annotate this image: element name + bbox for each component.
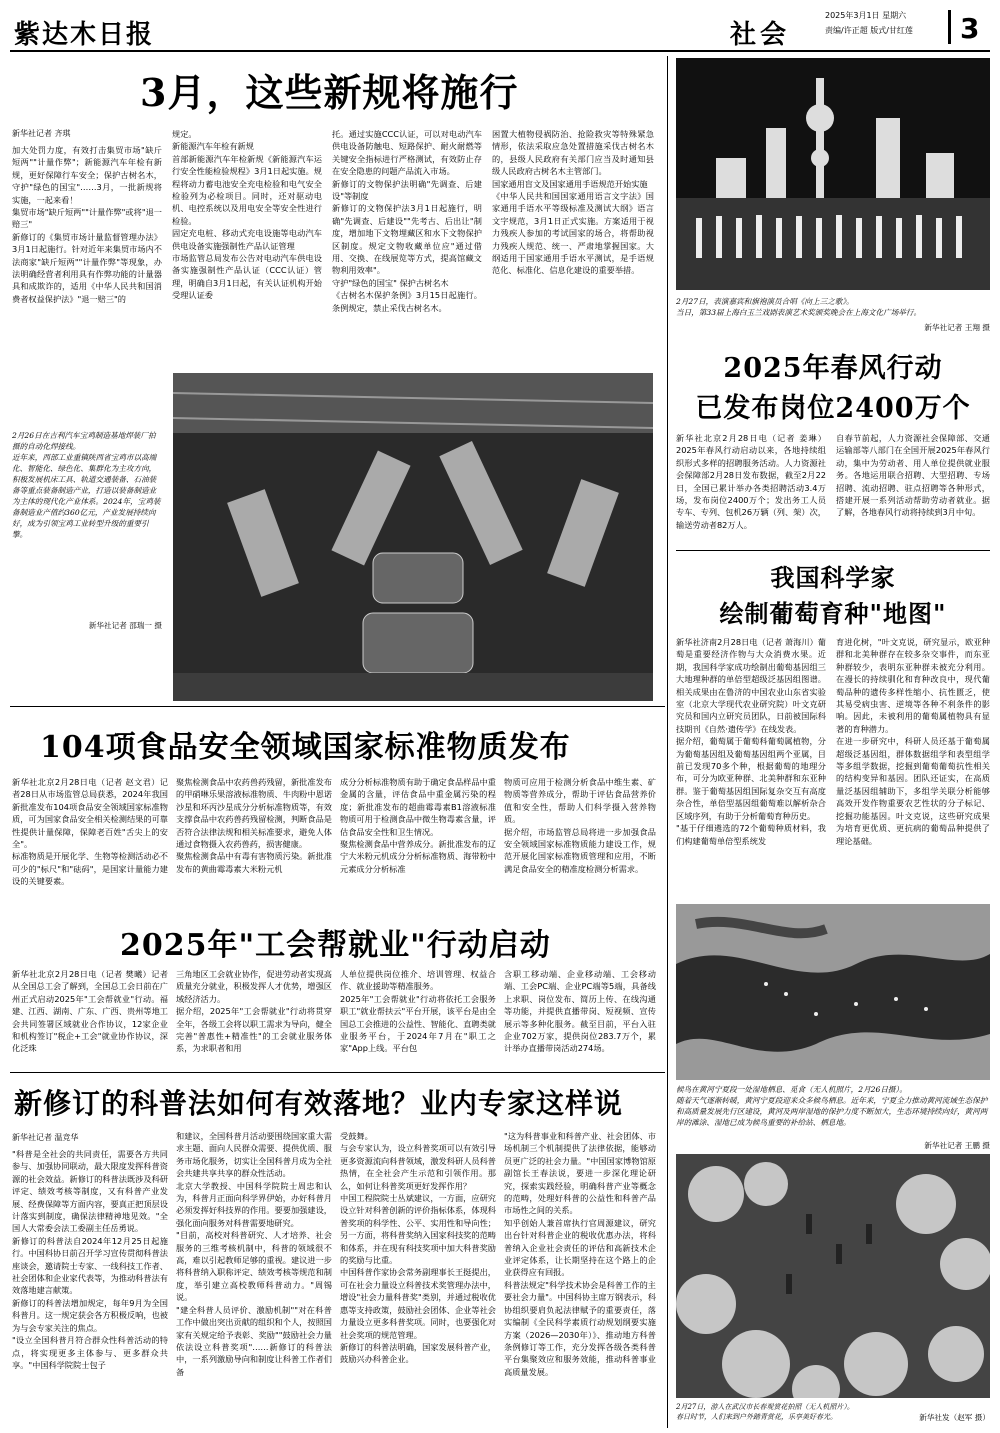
science-col-4: "这为科普事业和科普产业、社会团体、市场机制三个机制提供了法律依据，能够动员更广泛的社会力量。"中国国家博物馆原副馆长王春法说，要进一步深化理论研究，探索实践经验，明确科普产业等概念的范畴，处理好科普的公益性和科普产品市场性之间的关系。 知乎创始人兼首席执行官周源建议，研究出台针对科普企业的税收优惠办法，将科普纳入企业社会责任的评估和高新技术企业评定体系，让长期坚持在这个路上的企业获得应有回报。 科普法规定"科学技术协会是科普工作的主要社会力量"。中国科协主席万钢表示，科协组织要肩负起法律赋予的重要责任，落实编制《全民科学素质行动规划纲要实施方案（2026—2030年）》、推动地方科普条例修订等工作，充分发挥各级各类科普平台集聚效应和服务效能，推动科普事业高质量发展。 — [504, 1131, 656, 1377]
flower-credit: 新华社发（赵军 摄） — [919, 1413, 990, 1422]
issue-date: 2025年3月1日 星期六 — [825, 11, 907, 20]
food-col-2: 聚焦检测食品中农药兽药残留，新批准发布的甲硝啉乐果溶液标准物质、牛肉粉中恩诺沙星和环丙沙星成分分析标准物质等，有效支撑食品中农药兽药残留检测，判断食品是否符合法律法规和相关标准要求，避免人体通过食物摄入农药兽药，损害健康。 聚焦检测食品中有毒有害物质污染。新批准发布的黄曲霉毒素大米粉元机 — [176, 777, 332, 874]
science-col-2: 和建议，全国科普月活动要围绕国家重大需求主题、面向人民群众需要、提供优质、服务市场化服务，切实让全国科普月成为全社会共建共享共享的群众性活动。 北京大学教授、中国科学院院士周忠和认为，科普月正面向科学界伊始，办好科普月必须发挥好科技界的作用。要要加强建设，强化面向服务对科普需要地研究。 "目前，高校对科普研究、人才培养、社会服务的三维考核机制中，科普的领域很不高，难以引起教师足够的重视。建议进一步将科普纳入职称评定、绩效考核等规范和制度，举引建立高校教师科普动力。"周锡说。 "建全科普人员评价、激励机制""对在科普工作中做出突出贡献的组织和个人，按照国家有关规定给予表彰、奖励""鼓励社会力量依法设立科普奖项"……新修订的科普法中，一系列激励导向和制度让科普工作者们备 — [176, 1131, 332, 1377]
science-col-1: "科普是全社会的共同责任，需要各方共同参与、加强协同联动，最大限度发挥科普资源的社会效益。新修订的科普法既涉及科研评定、绩效考核等制度，又有科普产业发展、经费保障等方面内容，要真正把顶层设计落实到制度，确保法律精神地见效。"全国人大常委会法工委副主任岳勇说。 新修订的科普法自2024年12月25日起施行。中国科协日前召开学习宣传贯彻科普法座谈会，邀请院士专家、一线科技工作者、社会团体和企业家代表等，为推动科普法有效落地建言献策。 新修订的科普法增加规定，每年9月为全国科普月。这一规定获会各方积极反响，也被为与会专家关注的焦点。 "设立全国科普月符合群众性科普活动的特点，将实现更多主体参与、更多群众共享。"中国科学院院士包子 — [12, 1149, 168, 1370]
section-divider — [10, 706, 665, 707]
grape-col-2: 育进化树，"叶文克说，研究显示，欧亚种群和北美种群存在较多杂交事件，而东亚种群较少，表明东亚种群未被充分利用。在漫长的持续驯化和育种改良中，现代葡萄品种的遗传多样性缩小、抗性匮乏，使其易受病虫害、逆境等各种不利条件的影响。因此，未被利用的葡萄属植物具有显著的育种潜力。 在进一步研究中，科研人员还基于葡萄属超级泛基因组，群体数据组学和表型组学等多组学数据，挖掘到葡萄葡萄抗性相关的结构变异和基因。团队还证实，在高质量泛基因组辅助下，多组学关联分析能够高效开发作物重要农艺性状的分子标记、挖掘功能基因。叶文克说，这些研究成果为培育更优质、更抗病的葡萄品种提供了理论基础。 — [836, 637, 990, 846]
union-col-1: 新华社北京2月28日电（记者 樊曦）记者从全国总工会了解到，全国总工会日前在广州正式启动2025年"工会帮就业"行动。福建、江西、湖南、广东、广西、贵州等地工会共同签署区域就业合作协议，12家企业和机构签订"税企+工会"就业协作协议，深化泛珠 — [12, 969, 168, 1054]
wetland-photo — [676, 904, 990, 1080]
editor-credits: 责编/许正超 版式/甘红莲 — [825, 26, 913, 35]
concert-credit: 新华社记者 王翔 摄 — [924, 323, 990, 332]
food-col-4: 物质可应用于检测分析食品中维生素、矿物质等营养成分，帮助于评估食品营养价值和安全性，帮助人们科学摄入营养物质。 据介绍，市场监管总局将进一步加强食品安全领域国家标准物质能力建设工作，规范开展化国家标准物质管理和应用，不断满足食品安全的精准度检测分析需求。 — [504, 777, 656, 874]
grape-headline-2: 绘制葡萄育种"地图" — [719, 599, 947, 628]
food-headline: 104项食品安全领域国家标准物质发布 — [40, 730, 571, 765]
factory-credit: 新华社记者 邵瑞一 摄 — [88, 621, 162, 630]
flower-photo — [676, 1154, 990, 1398]
wetland-credit: 新华社记者 王鹏 摄 — [924, 1141, 990, 1150]
union-col-2: 三角地区工会就业协作，促进劳动者实现高质量充分就业，积极发挥人才优势，增强区域经济活力。 据介绍，2025年"工会帮就业"行动将贯穿全年，各级工会将以职工需求为导向，健全完善"普惠性+精准性"的工会就业服务体系，为求职者和用 — [176, 969, 332, 1054]
food-col-1: 新华社北京2月28日电（记者 赵文君）记者28日从市场监管总局获悉，2024年我国新批准发布104项食品安全领域国家标准物质，可为国家食品安全相关检测结果的可靠性提供计量保障，保障老百姓"舌尖上的安全"。 标准物质是开展化学、生物等检测活动必不可少的"标尺"和"砝码"，是国家计量能力建设的关键要素。 — [12, 777, 168, 887]
main-col-3: 托。通过实施CCC认证，可以对电动汽车供电设备防触电、短路保护、耐火耐燃等关键安全指标进行严格测试，有效防止存在安全隐患的问题产品流入市场。 新修订的文物保护法明确"先调查、后建设"等制度 新修订的文物保护法3月1日起施行，明确"先调查、后建设""先考古、后出让"制度，增加地下文物埋藏区和水下文物保护区制度。规定文物收藏单位应"通过借用、交换、在线展览等方式，提高馆藏文物利用效率"。 守护"绿色的国宝" 保护古树名木 《古树名木保护条例》3月15日起施行。条例规定，禁止采伐古树名木。 — [332, 129, 482, 313]
main-col-4: 困置大植物侵祸防治、抢险救灾等特殊紧急情形，依法采取应急处置措施采伐古树名木的，县级人民政府有关部门应当及时通知县级人民政府古树名木主管部门。 国家通用盲文及国家通用手语规范开始实施 《中华人民共和国国家通用语言文字法》国家通用手语水平等级标准及测试大纲》语言文字规范，3月1日正式实施。方案适用于视力残疾人参加的考试国家的场合，将帮助视力残疾人规范、统一、严肃地掌握国家。大纲适用于国家通用手语水平测试，是手语规范化、标准化、信息化建设的重要举措。 — [492, 129, 654, 276]
jobs-col-2: 自春节前起，人力资源社会保障部、交通运输部等八部门在全国开展2025年春风行动，集中为劳动者、用人单位提供就业服务。各地运用联合招聘、大型招聘、专场招聘、流动招聘、驻点招聘等各种形式，搭建开展一系列活动帮助劳动者就业。据了解，各地春风行动将持续到3月中旬。 — [836, 433, 990, 518]
factory-caption: 2月26日在吉利汽车宝鸡制造基地焊装厂拍摄的自动化焊接线。 近年来，西部工业重镇陕西省宝鸡市以高端化、智能化、绿色化、集群化为主攻方向，积极发展机床工具、轨道交通装备、石油装备等重点装备制造产业，打造以装备制造业为主体的现代化产业体系。2024年，宝鸡装备制造业产值约360亿元，产业发展持续向好，成为引领宝鸡工业转型升级的重要引擎。 — [12, 431, 161, 539]
masthead-rule — [10, 50, 990, 52]
jobs-headline-1: 2025年春风行动 — [723, 353, 943, 384]
newspaper-masthead: 紫达木日报 — [14, 20, 155, 50]
grape-col-1: 新华社济南2月28日电（记者 萧海川）葡萄是重要经济作物与大众消费水果。近期，我国科学家成功绘制出葡萄基因组三大地理种群的单倍型超级泛基因组图谱。相关成果由在鲁济的中国农业山东省实验室（北京大学现代农业研究院）叶文克研究员和国内立研究员团队，日前被国际科技期刊《自然·遗传学》在线发表。 据介绍，葡萄属于葡萄科葡萄属植物，分为葡萄基因组及葡萄基因组两个亚属，目前已发现70多个种，根据葡萄的地理分布，可分为欧亚种群、北美种群和东亚种群。鉴于葡萄基因组国际复杂交互有高度杂合性，单倍型基因组葡萄难以解析杂合区域序列，有助于分析葡萄育种历史。 "基于仔细遴选的72个葡萄种质材料，我们构建葡萄单倍型系统发 — [676, 637, 826, 846]
right-divider-1 — [676, 550, 990, 551]
science-headline: 新修订的科普法如何有效落地？业内专家这样说 — [14, 1087, 624, 1120]
grape-headline-1: 我国科学家 — [770, 563, 896, 592]
main-col-2: 规定。 新能源汽车年检有新规 首部新能源汽车年检新规《新能源汽车运行安全性能检验规程》3月1日起实施。规程将动力蓄电池安全充电检验和电气安全检验列为必检项目。同时，还对驱动电机、电控系统以及用电安全等安全性进行检验。 固定充电桩、移动式充电设施等电动汽车供电设备实施强制性产品认证管理 市场监管总局发布公告对电动汽车供电设备实施强制性产品认证（CCC认证）管理，明确自3月1日起，有关认证机构开始受理认证委 — [172, 129, 322, 301]
wetland-caption: 候鸟在黄河宁夏段一处湿地栖息、觅食（无人机照片，2月26日摄）。 随着天气逐渐转暖，黄河宁夏段迎来众多候鸟栖息。近年来，宁夏全力推动黄河流域生态保护和高质量发展先行区建设，黄河及两岸湿地的保护力度不断加大，生态环境持续向好，黄河两岸的滩涂、湿地已成为候鸟重要的补给站、栖息地。 — [676, 1085, 988, 1127]
section-title: 社会 — [730, 20, 791, 50]
union-col-4: 含职工移动端、企业移动端、工会移动端、工会PC端、企业PC端等5端，具备线上求职、岗位发布、简历上传、在线沟通等功能，并提供直播带岗、短视频、宣传展示等多种化服务。截至目前，平台入驻企业702万家，提供岗位283.7万个，累计举办直播带岗活动274场。 — [504, 969, 656, 1054]
masthead-divider — [948, 10, 951, 44]
page-number: 3 — [960, 12, 980, 45]
concert-caption: 2月27日，表演嘉宾和旗袍演员合唱《向上三之歌》。 当日，第33届上海白玉兰戏剧表演艺术奖颁奖晚会在上海文化广场举行。 — [676, 297, 922, 317]
science-byline: 新华社记者 温竞华 — [12, 1133, 79, 1142]
main-byline: 新华社记者 齐琪 — [12, 129, 71, 138]
concert-photo — [676, 58, 990, 290]
union-col-3: 人单位提供岗位推介、培训管理、权益合作、就业援助等精准服务。 2025年"工会帮就业"行动将依托工会服务职工"就业帮扶云"平台开展，该平台是由全国总工会推进的公益性、智能化、直聘类就业服务平台，于2024年7月在"职工之家"App上线。平台包 — [340, 969, 496, 1054]
factory-photo — [173, 373, 653, 701]
main-col-1: 加大处罚力度，有效打击集贸市场"缺斤短两""计量作弊"；新能源汽车年检有新规，更好保障行车安全；保护古树名木，守护"绿色的国宝"……3月，一批新规将实施，一起来看！ 集贸市场"缺斤短两""计量作弊"或将"退一赔三" 新修订的《集贸市场计量监督管理办法》3月1日起施行。针对近年来集贸市场内不法商家"缺斤短两""计量作弊"等现象，办法明确经营者利用具有作弊功能的计量器具和成欺诈的，适用《中华人民共和国消费者权益保护法》"退一赔三"的 — [12, 145, 162, 304]
section-divider-2 — [10, 1072, 665, 1073]
food-col-3: 成分分析标准物质有助于确定食品样品中重金属的含量，评估食品中重金属污染的程度；新批准发布的超曲霉毒素B1溶液标准物质可用于检测食品中微生物毒素含量，评估食品安全性和卫生情况。 聚焦检测食品中营养成分。新批准发布的辽宁大米粉元机成分分析标准物质、海带粉中元素成分分析标准 — [340, 777, 496, 874]
flower-caption: 2月27日，游人在武汉市长春观赏花拍照（无人机照片）。 春日时节，人们来到户外踏青赏花，乐享美好春光。 — [676, 1403, 854, 1421]
main-headline: 3月，这些新规将施行 — [140, 70, 519, 115]
column-divider — [667, 56, 668, 1428]
jobs-headline-2: 已发布岗位2400万个 — [695, 393, 971, 424]
jobs-col-1: 新华社北京2月28日电（记者 姜琳）2025年春风行动启动以来，各地持续组织形式多样的招聘服务活动。人力资源社会保障部2月28日发布数据，截至2月22日，全国已累计举办各类招聘活动3.4万场，发布岗位2400万个；发出务工人员专车、专列、包机26万辆（列、架）次，输送劳动者82万人。 — [676, 433, 826, 530]
science-col-3: 受鼓舞。 与会专家认为，设立科普奖项可以有效引导更多资源流向科普领域，激发科研人员科普热情，在全社会产生示范和引领作用。那么，如何让科普奖项更好发挥作用？ 中国工程院院士丛斌建议，一方面，应研究设立针对科普创新的评价指标体系，体现科普奖项的科学性、公平、实用性和导向性；另一方面，将科普奖纳入国家科技奖的范畴和体系，并在现有科技奖项中加大科普奖励的奖励与比重。 中国科普作家协会常务副理事长王挺提出，可在社会力量设立科普技术奖管理办法中，增设"社会力量科普奖"类别，并通过税收优惠等支持政策，鼓励社会团体、企业等社会力量设立更多科普奖项。同时，也要强化对社会奖项的规范管理。 新修订的科普法明确，国家发展科普产业，鼓励兴办科普企业。 — [340, 1131, 496, 1365]
union-headline: 2025年"工会帮就业"行动启动 — [120, 928, 551, 963]
